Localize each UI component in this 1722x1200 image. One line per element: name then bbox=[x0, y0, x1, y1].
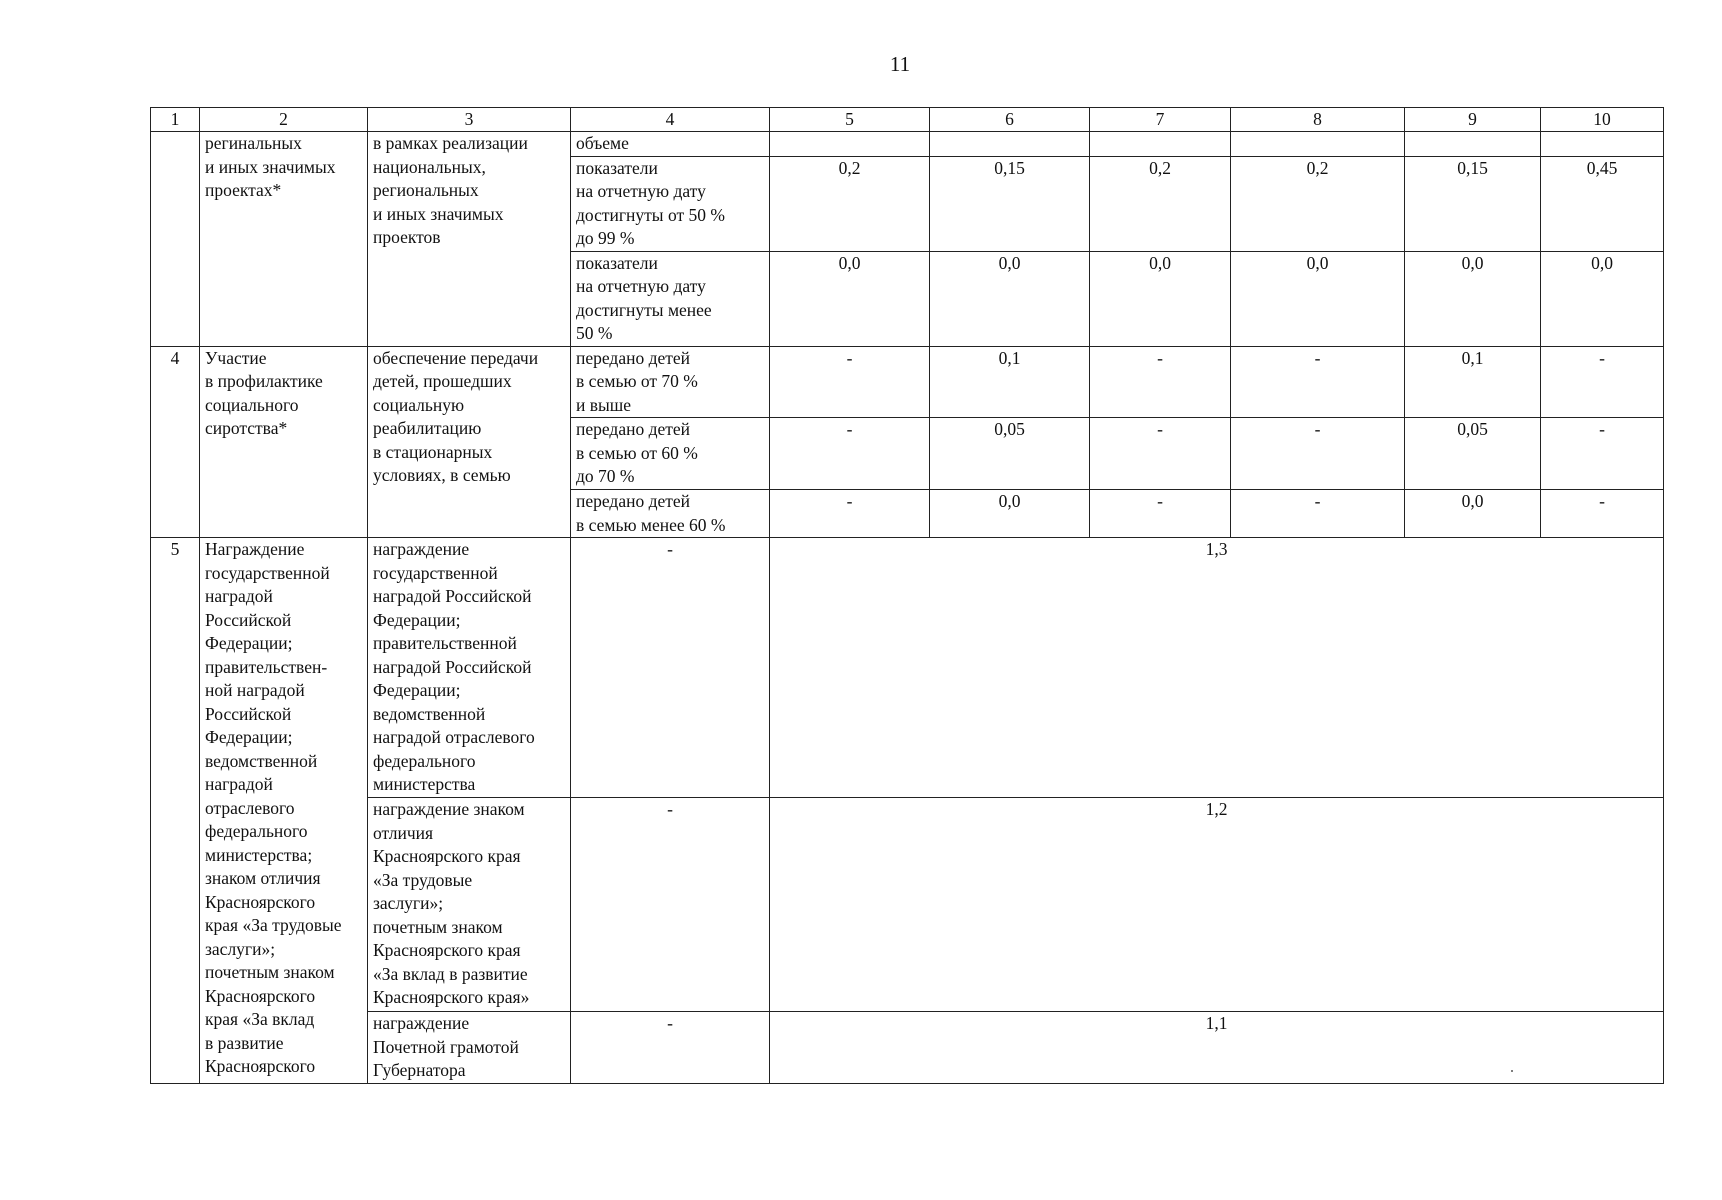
header-row bbox=[151, 108, 1664, 132]
value-cell bbox=[1231, 132, 1405, 157]
header-cell: 7 bbox=[1090, 108, 1231, 132]
value-cell: - bbox=[1231, 346, 1405, 418]
header-cell: 1 bbox=[151, 108, 200, 132]
table-row bbox=[151, 798, 1664, 1012]
criterion-text: регинальных и иных значимых проектах* bbox=[205, 133, 336, 200]
table-row bbox=[151, 346, 1664, 418]
criteria-table bbox=[150, 107, 1664, 1084]
value-cell: 0,0 bbox=[930, 490, 1090, 538]
row-number-cell: 5 bbox=[151, 538, 200, 1084]
value-cell: - bbox=[1090, 490, 1231, 538]
header-cell: 8 bbox=[1231, 108, 1405, 132]
value-cell: 1,1 bbox=[770, 1012, 1664, 1084]
indicator-cell: объеме bbox=[571, 132, 770, 157]
indicator-cell: - bbox=[571, 1012, 770, 1084]
criterion-cell: Участие в профилактике социального сиротства* bbox=[200, 346, 368, 538]
value-cell: - bbox=[1090, 418, 1231, 490]
table-row bbox=[151, 1012, 1664, 1084]
table-row bbox=[151, 538, 1664, 798]
value-cell bbox=[930, 132, 1090, 157]
value-cell: 1,2 bbox=[770, 798, 1664, 1012]
value-cell: 0,1 bbox=[1405, 346, 1541, 418]
value-cell: 0,0 bbox=[770, 251, 930, 346]
scan-speck bbox=[1511, 1070, 1513, 1072]
value-cell: 0,45 bbox=[1541, 156, 1664, 251]
table-row bbox=[151, 132, 1664, 157]
indicator-cell: передано детей в семью от 60 % до 70 % bbox=[571, 418, 770, 490]
value-cell bbox=[1090, 132, 1231, 157]
row-number-cell: 4 bbox=[151, 346, 200, 538]
header-cell: 5 bbox=[770, 108, 930, 132]
value-cell: - bbox=[1231, 418, 1405, 490]
value-cell: 0,2 bbox=[1090, 156, 1231, 251]
indicator-cell: - bbox=[571, 798, 770, 1012]
header-cell: 4 bbox=[571, 108, 770, 132]
header-cell: 2 bbox=[200, 108, 368, 132]
value-cell: 0,2 bbox=[770, 156, 930, 251]
header-cell: 9 bbox=[1405, 108, 1541, 132]
page-number: 11 bbox=[889, 52, 911, 76]
indicator-cell: передано детей в семью менее 60 % bbox=[571, 490, 770, 538]
value-cell: - bbox=[1541, 490, 1664, 538]
value-cell bbox=[770, 132, 930, 157]
indicator-cell: показатели на отчетную дату достигнуты от 50 % до 99 % bbox=[571, 156, 770, 251]
value-cell: - bbox=[770, 346, 930, 418]
value-cell: 0,0 bbox=[930, 251, 1090, 346]
value-cell: - bbox=[1541, 346, 1664, 418]
indicator-cell: показатели на отчетную дату достигнуты менее 50 % bbox=[571, 251, 770, 346]
value-cell: 0,05 bbox=[930, 418, 1090, 490]
value-cell: 1,3 bbox=[770, 538, 1664, 798]
value-cell: 0,0 bbox=[1405, 490, 1541, 538]
value-cell: - bbox=[770, 490, 930, 538]
value-cell: 0,2 bbox=[1231, 156, 1405, 251]
value-cell: 0,1 bbox=[930, 346, 1090, 418]
condition-cell bbox=[368, 132, 571, 347]
value-cell: - bbox=[1090, 346, 1231, 418]
indicator-cell: передано детей в семью от 70 % и выше bbox=[571, 346, 770, 418]
value-cell: 0,0 bbox=[1231, 251, 1405, 346]
indicator-cell: - bbox=[571, 538, 770, 798]
value-cell: - bbox=[770, 418, 930, 490]
value-cell: - bbox=[1231, 490, 1405, 538]
condition-cell: обеспечение передачи детей, прошедших социальную реабилитацию в стационарных условиях, в семью bbox=[368, 346, 571, 538]
condition-text: в рамках реализации национальных, региональных и иных значимых проектов bbox=[373, 133, 528, 247]
value-cell: 0,0 bbox=[1090, 251, 1231, 346]
condition-cell: награждение знаком отличия Красноярского края «За трудовые заслуги»; почетным знаком Красноярского края «За вклад в развитие Красноярского края» bbox=[368, 798, 571, 1012]
value-cell: 0,15 bbox=[930, 156, 1090, 251]
criterion-cell: Награждение государственной наградой Российской Федерации; правительствен- ной наградой Российской Федерации; ведомственной наградой отраслевого федерального министерства; знаком отличия Красноярского края «За трудовые заслуги»; почетным знаком Красноярского края «За вклад в развитие Красноярского bbox=[200, 538, 368, 1084]
value-cell: 0,0 bbox=[1541, 251, 1664, 346]
header-cell: 10 bbox=[1541, 108, 1664, 132]
criterion-cell bbox=[200, 132, 368, 347]
value-cell: 0,15 bbox=[1405, 156, 1541, 251]
value-cell bbox=[1541, 132, 1664, 157]
header-cell: 3 bbox=[368, 108, 571, 132]
row-number-cell bbox=[151, 132, 200, 347]
condition-cell: награждение Почетной грамотой Губернатора bbox=[368, 1012, 571, 1084]
value-cell: - bbox=[1541, 418, 1664, 490]
value-cell: 0,0 bbox=[1405, 251, 1541, 346]
value-cell bbox=[1405, 132, 1541, 157]
value-cell: 0,05 bbox=[1405, 418, 1541, 490]
header-cell: 6 bbox=[930, 108, 1090, 132]
condition-cell: награждение государственной наградой Российской Федерации; правительственной наградой Российской Федерации; ведомственной наградой отраслевого федерального министерства bbox=[368, 538, 571, 798]
